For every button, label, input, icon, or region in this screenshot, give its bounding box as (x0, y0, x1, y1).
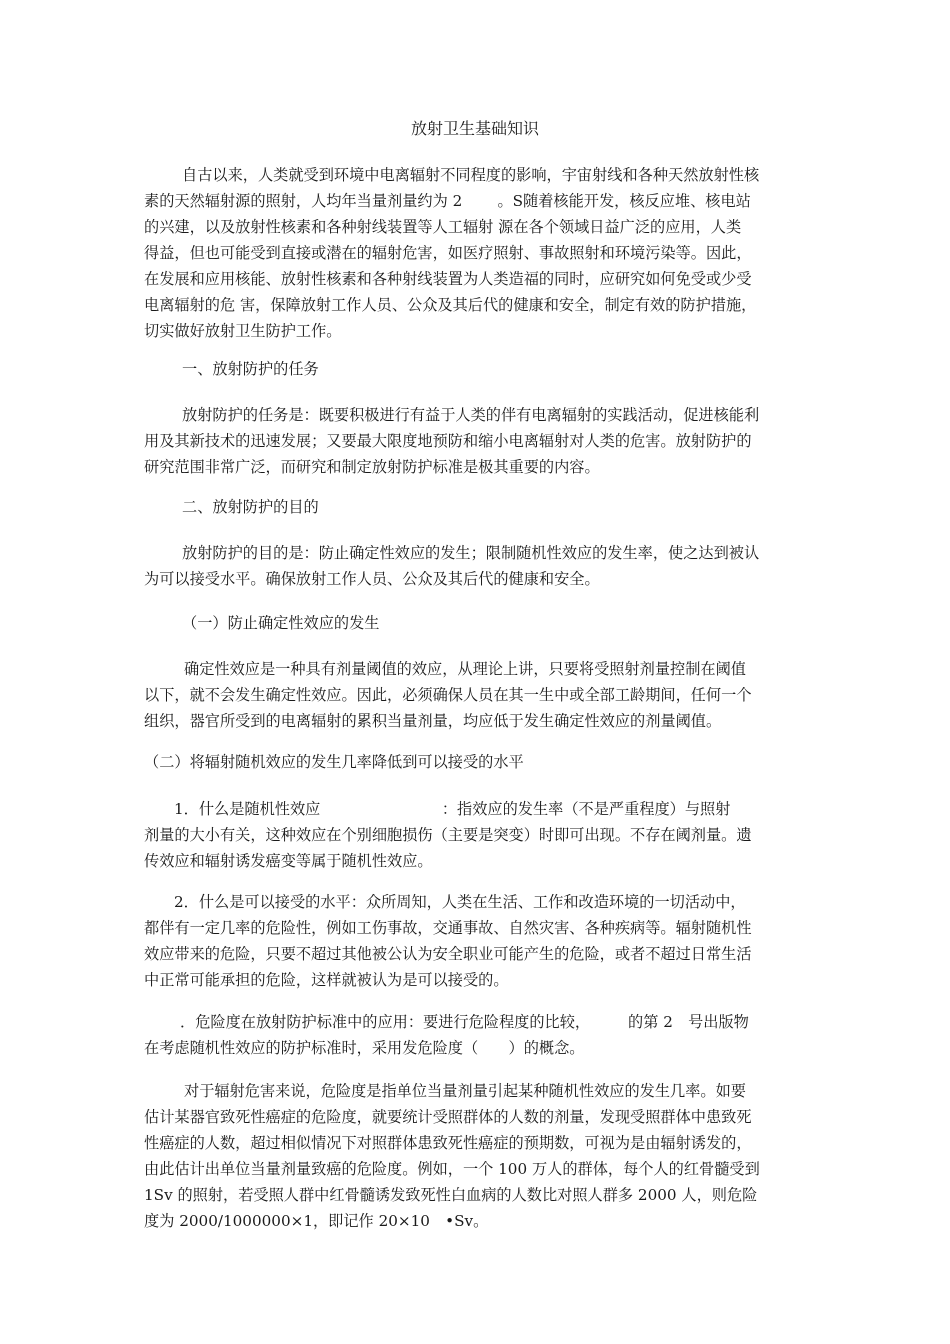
section-heading-1 (144, 356, 810, 382)
paragraph-line: 得益，但也可能受到直接或潜在的辐射危害，如医疗照射、事故照射和环境污染等。因此， (144, 244, 752, 262)
paragraph-line: 2．什么是可以接受的水平：众所周知，人类在生活、工作和改造环境的一切活动中， (174, 893, 746, 911)
paragraph-line: 切实做好放射卫生防护工作。 (144, 322, 342, 340)
paragraph-line: 用及其新技术的迅速发展；又要最大限度地预防和缩小电离辐射对人类的危害。放射防护的 (144, 432, 752, 450)
paragraph-line: 1．什么是随机性效应 ：指效应的发生率（不是严重程度）与照射 (174, 800, 731, 818)
paragraph-line: 估计某器官致死性癌症的危险度，就要统计受照群体的人数的剂量，发现受照群体中患致死 (144, 1108, 752, 1126)
acceptable-level-paragraph (144, 889, 810, 993)
paragraph-line: 素的天然辐射源的照射，人均年当量剂量约为 2 。S随着核能开发，核反应堆、核电站 (144, 192, 751, 210)
intro-paragraph (144, 162, 810, 344)
paragraph-line: 对于辐射危害来说，危险度是指单位当量剂量引起某种随机性效应的发生几率。如要 (184, 1082, 746, 1100)
heading-text: （一）防止确定性效应的发生 (182, 614, 380, 632)
paragraph-line: 确定性效应是一种具有剂量阈值的效应，从理论上讲，只要将受照射剂量控制在阈值 (184, 660, 746, 678)
paragraph-line: 以下，就不会发生确定性效应。因此，必须确保人员在其一生中或全部工龄期间，任何一个 (144, 686, 752, 704)
paragraph-line: 性癌症的人数，超过相似情况下对照群体患致死性癌症的预期数，可视为是由辐射诱发的， (144, 1134, 752, 1152)
heading-text: 二、放射防护的目的 (182, 498, 319, 516)
stochastic-paragraph (144, 796, 810, 874)
heading-text: 一、放射防护的任务 (182, 360, 319, 378)
paragraph-line: 剂量的大小有关，这种效应在个别细胞损伤（主要是突变）时即可出现。不存在阈剂量。遗 (144, 826, 752, 844)
deterministic-paragraph (144, 656, 810, 734)
paragraph-line: 自古以来，人类就受到环境中电离辐射不同程度的影响，宇宙射线和各种天然放射性核 (182, 166, 760, 184)
purpose-paragraph (144, 540, 810, 592)
risk-application-paragraph (144, 1009, 810, 1061)
paragraph-line: 组织，器官所受到的电离辐射的累积当量剂量，均应低于发生确定性效应的剂量阈值。 (144, 712, 722, 730)
paragraph-line: 放射防护的目的是：防止确定性效应的发生；限制随机性效应的发生率，使之达到被认 (182, 544, 760, 562)
paragraph-line: 电离辐射的危 害，保障放射工作人员、公众及其后代的健康和安全，制定有效的防护措施， (144, 296, 757, 314)
subsection-heading-2 (144, 749, 810, 775)
section-heading-2 (144, 494, 810, 520)
subsection-heading-1 (144, 610, 810, 636)
paragraph-line: 都伴有一定几率的危险性，例如工伤事故，交通事故、自然灾害、各种疾病等。辐射随机性 (144, 919, 752, 937)
paragraph-line: 为可以接受水平。确保放射工作人员、公众及其后代的健康和安全。 (144, 570, 600, 588)
paragraph-line: 研究范围非常广泛，而研究和制定放射防护标准是极其重要的内容。 (144, 458, 600, 476)
paragraph-line: 1Sv 的照射，若受照人群中红骨髓诱发致死性白血病的人数比对照人群多 2000 人，则危险 (144, 1186, 758, 1204)
paragraph-line: 放射防护的任务是：既要积极进行有益于人类的伴有电离辐射的实践活动，促进核能利 (182, 406, 760, 424)
heading-text: （二）将辐射随机效应的发生几率降低到可以接受的水平 (144, 753, 524, 771)
task-paragraph (144, 402, 810, 480)
paragraph-line: 在考虑随机性效应的防护标准时，采用发危险度（ ）的概念。 (144, 1039, 585, 1057)
risk-definition-paragraph (144, 1078, 810, 1234)
document-title: 放射卫生基础知识 (410, 119, 539, 138)
paragraph-line: 传效应和辐射诱发癌变等属于随机性效应。 (144, 852, 433, 870)
paragraph-line: 的兴建，以及放射性核素和各种射线装置等人工辐射 源在各个领域日益广泛的应用，人类 (144, 218, 742, 236)
paragraph-line: ．危险度在放射防护标准中的应用：要进行危险程度的比较， 的第 2 号出版物 (180, 1013, 749, 1031)
paragraph-line: 度为 2000/1000000×1，即记作 20×10 •Sv。 (144, 1212, 489, 1230)
paragraph-line: 在发展和应用核能、放射性核素和各种射线装置为人类造福的同时，应研究如何免受或少受 (144, 270, 752, 288)
paragraph-line: 中正常可能承担的危险，这样就被认为是可以接受的。 (144, 971, 509, 989)
paragraph-line: 由此估计出单位当量剂量致癌的危险度。例如，一个 100 万人的群体，每个人的红骨髓受到 (144, 1160, 760, 1178)
paragraph-line: 效应带来的危险，只要不超过其他被公认为安全职业可能产生的危险，或者不超过日常生活 (144, 945, 752, 963)
